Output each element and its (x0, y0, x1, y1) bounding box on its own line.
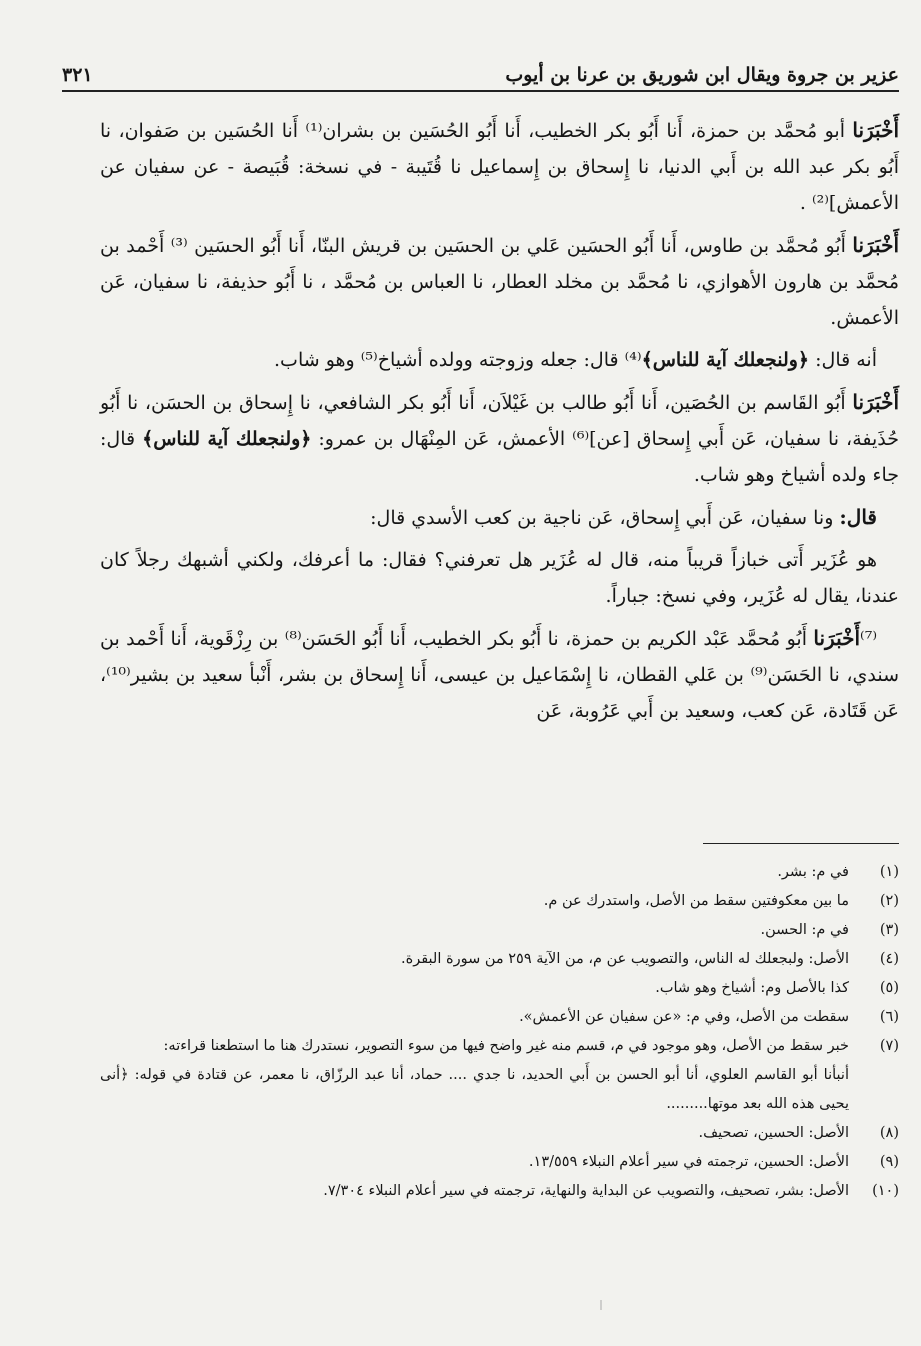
paragraph (100, 227, 899, 336)
paragraph-text: أَبُو مُحمَّد بن طاوس، أَنا أَبُو الحسَين عَلي بن الحسَين بن قريش البنّا، أَنا أَبُو الحسَين ⁽³⁾ أَحْمد بن مُحمَّد بن هارون الأهوازي، نا مُحمَّد بن مخلد العطار، نا العباس بن مُحمَّد ، نا أَبُو حذيفة، نا سفيان، عَن الأعمش. (100, 235, 899, 329)
scan-speck (600, 1300, 602, 1310)
footnote-number: (٣) (879, 922, 899, 938)
paragraph-text: أَبُو القَاسم بن الحُصَين، أَنا أَبُو طالب بن غَيْلاَن، أَنا أَبُو بكر الشافعي، نا إِسحاق بن الحسَن، نا أَبُو حُذَيفة، نا سفيان، عَن أَبي إِسحاق [عن]⁽⁶⁾ الأعمش، عَن المِنْهَال بن عمرو: (100, 392, 899, 450)
footnote (100, 887, 899, 916)
main-text (100, 112, 899, 735)
paragraph (100, 542, 899, 614)
footnote-text: في م: بشر. (777, 864, 849, 880)
paragraph-text: ⁽⁴⁾ قال: جعله وزوجته وولده أشياخ⁽⁵⁾ وهو شاب. (274, 349, 642, 371)
paragraph-text: ونا سفيان، عَن أَبي إِسحاق، عَن ناجية بن كعب الأسدي قال: (370, 507, 840, 529)
footnote (100, 945, 899, 974)
footnote-text: خبر سقط من الأصل، وهو موجود في م، قسم منه غير واضح فيها من سوء التصوير، نستدرك هنا ما استطعنا قراءته: (163, 1038, 849, 1054)
footnote-number: (١٠) (872, 1183, 899, 1199)
keyword: أَخْبَرَنا (813, 626, 861, 650)
footnote-number: (٤) (879, 951, 899, 967)
footnote-text: الأصل: ولبجعلك له الناس، والتصويب عن م، من الآية ٢٥٩ من سورة البقرة. (401, 951, 849, 967)
footnote-text: الأصل: الحسين، تصحيف. (698, 1125, 849, 1141)
footnote-text: في م: الحسن. (760, 922, 849, 938)
paragraph-text: قال: جاء ولده أشياخ وهو شاب. (100, 428, 899, 486)
paragraph (100, 342, 899, 378)
footnote-text: الأصل: الحسين، ترجمته في سير أعلام النبلاء ١٣/٥٥٩. (528, 1154, 849, 1170)
footnote (100, 916, 899, 945)
footnote (100, 1003, 899, 1032)
paragraph (100, 620, 899, 729)
running-header (62, 52, 899, 92)
footnote-text: ما بين معكوفتين سقط من الأصل، واستدرك عن م. (543, 893, 849, 909)
footnote-number: (٩) (879, 1154, 899, 1170)
footnote-continuation (100, 1061, 899, 1119)
footnote (100, 858, 899, 887)
keyword: قال: (839, 505, 877, 529)
keyword: أَخْبَرَنا (852, 390, 899, 414)
footnote-separator (703, 843, 899, 844)
keyword: أَخْبَرَنا (852, 233, 900, 257)
paragraph-text: هو عُزَير أَتى خبازاً قريباً منه، قال له عُزَير هل تعرفني؟ فقال: ما أعرفك، ولكني أشبهك رجلاً كان عندنا، يقال له عُزَير، وفي نسخ: جباراً. (100, 549, 899, 607)
footnote (100, 1119, 899, 1148)
footnote-text: أنبأنا أبو القاسم العلوي، أنا أبو الحسن بن أَبي الحديد، نا جدي .... حماد، أنا عبد الرزّاق، نا معمر، عن قتادة في قوله: ﴿أنى يحيى هذه الله بعد موتها......... (100, 1067, 849, 1112)
footnote-number: (٢) (879, 893, 899, 909)
footnote (100, 974, 899, 1003)
paragraph (100, 499, 899, 536)
footnote-text: كذا بالأصل وم: أشياخ وهو شاب. (655, 980, 849, 996)
footnotes (100, 858, 899, 1206)
paragraph (100, 384, 899, 493)
footnote-text: سقطت من الأصل، وفي م: «عن سفيان عن الأعمش». (519, 1009, 849, 1025)
quran-quote: ﴿ولنجعلك آية للناس﴾ (142, 428, 312, 450)
footnote (100, 1032, 899, 1061)
footnote-number: (٧) (879, 1038, 899, 1054)
footnote-number: (٨) (879, 1125, 899, 1141)
footnote (100, 1177, 899, 1206)
paragraph-text: أَبُو مُحمَّد عَبْد الكريم بن حمزة، نا أَبُو بكر الخطيب، أَنا أَبُو الحَسَن⁽⁸⁾ بن رِزْقَوية، أَنا أَحْمد بن سندي، نا الحَسَن⁽⁹⁾ بن عَلي القطان، نا إِسْمَاعيل بن عيسى، أَنا إِسحاق بن بشر، أَنْبأ سعيد بن بشير⁽¹⁰⁾، عَن قَتَادة، عَن كعب، وسعيد بن أَبي عَرُوبة، عَن (100, 628, 900, 722)
footnote-marker: ⁽⁷⁾ (860, 628, 878, 650)
footnote-text: الأصل: بشر، تصحيف، والتصويب عن البداية والنهاية، ترجمته في سير أعلام النبلاء ٧/٣٠٤. (323, 1183, 849, 1199)
footnote (100, 1148, 899, 1177)
page-number: ٣٢١ (62, 64, 93, 86)
footnote-number: (٥) (879, 980, 899, 996)
keyword: أَخْبَرَنا (852, 118, 899, 142)
paragraph-text: أنه قال: (809, 349, 877, 371)
footnote-number: (٦) (879, 1009, 899, 1025)
paragraph-text: أبو مُحمَّد بن حمزة، أَنا أَبُو بكر الخطيب، أَنا أَبُو الحُسَين بن بشران⁽¹⁾ أَنا الحُسَين بن صَفوان، نا أَبُو بكر عبد الله بن أَبي الدنيا، نا إِسحاق بن إِسماعيل نا قُتَيبة - في نسخة: قُبَيصة - عن سفيان عن الأعمش]⁽²⁾ . (100, 120, 899, 214)
chapter-title: عزير بن جروة ويقال ابن شوريق بن عرنا بن أيوب (505, 64, 899, 86)
footnote-number: (١) (879, 864, 899, 880)
paragraph (100, 112, 899, 221)
quran-quote: ﴿ولنجعلك آية للناس﴾ (641, 349, 810, 371)
